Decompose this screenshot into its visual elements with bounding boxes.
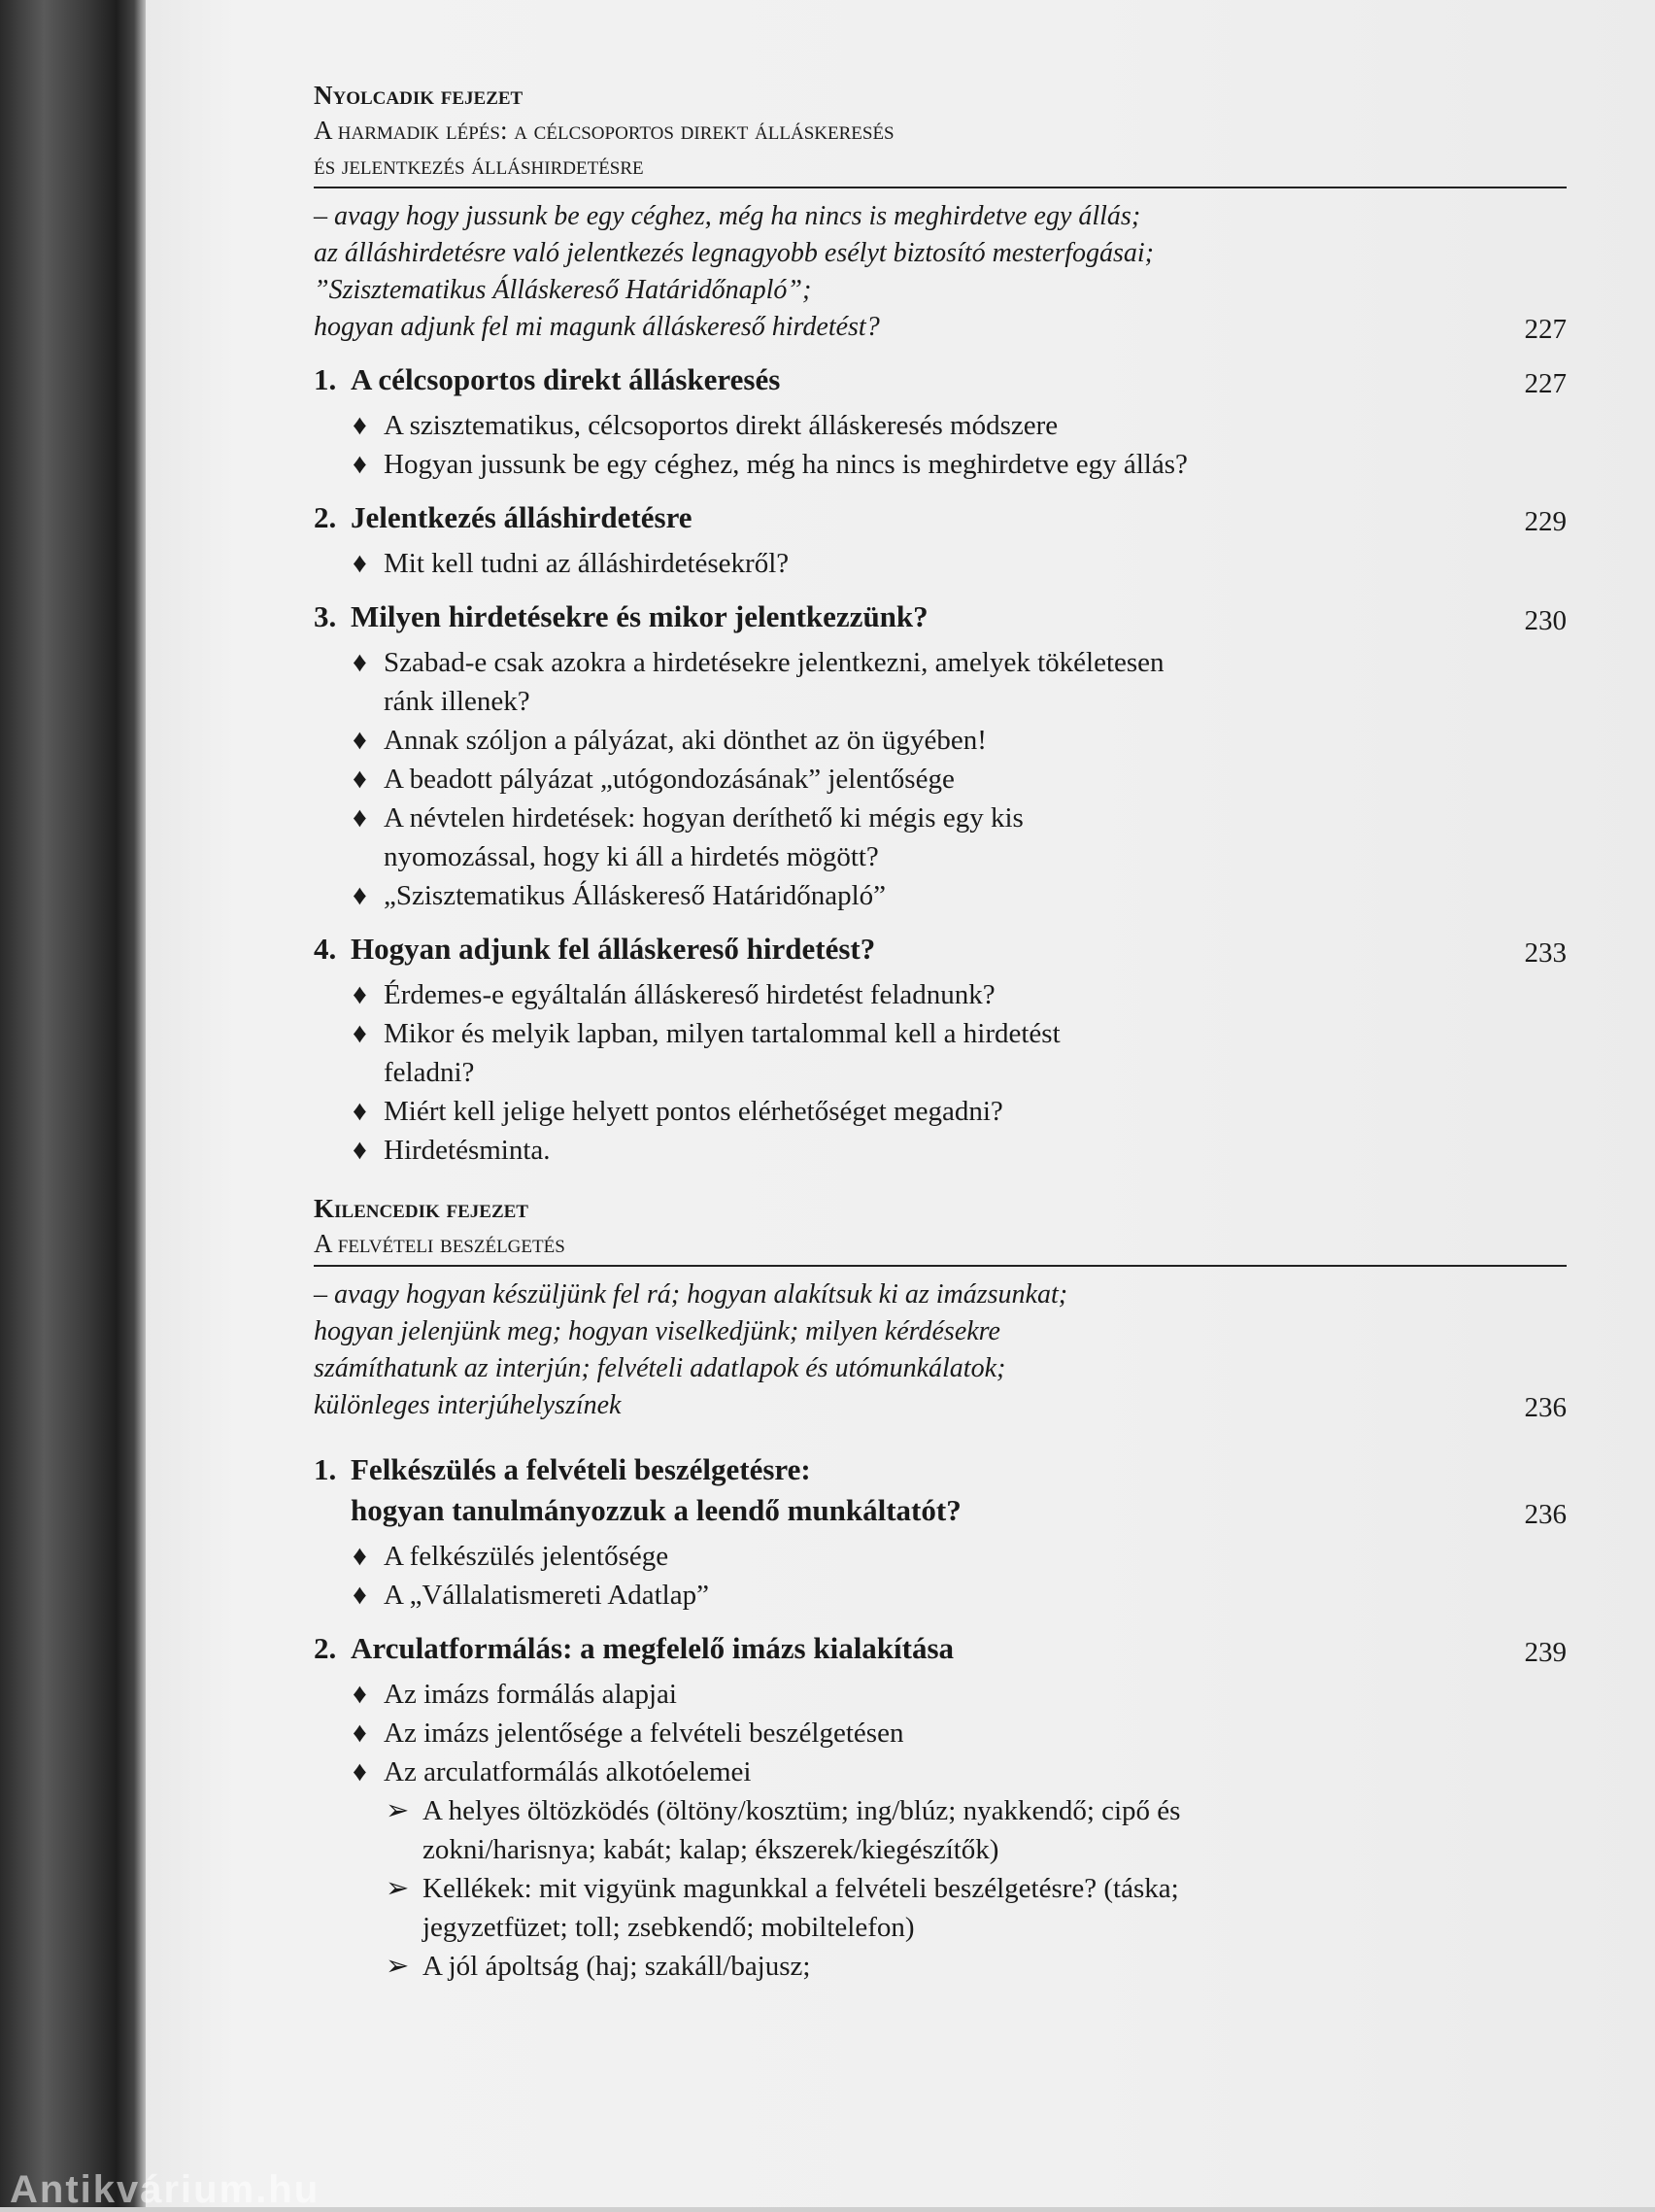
section-title: Arculatformálás: a megfelelő imázs kialakítása xyxy=(351,1631,955,1665)
bullet-list xyxy=(314,975,1567,1170)
chapter-nine xyxy=(314,1191,1567,1986)
sub-list-item: ➢ A jól ápoltság (haj; szakáll/bajusz; xyxy=(386,1947,1567,1986)
chapter-intro xyxy=(314,198,1567,346)
page-number: 236 xyxy=(1524,1392,1567,1423)
bullet-list xyxy=(314,1537,1567,1615)
chapter-intro xyxy=(314,1276,1567,1424)
page-number: 236 xyxy=(1524,1499,1567,1530)
section-number: 1. xyxy=(314,1452,337,1486)
sub-list-item: ➢ Kellékek: mit vigyünk magunkkal a felvételi beszélgetésre? (táska; jegyzetfüzet; toll; zsebkendő; mobiltelefon) xyxy=(386,1869,1258,1947)
section-title: Hogyan adjunk fel álláskereső hirdetést? xyxy=(351,932,876,966)
book-binding xyxy=(0,0,146,2207)
list-item: ♦ A beadott pályázat „utógondozásának” jelentősége xyxy=(353,760,1567,799)
bullet-list xyxy=(314,406,1567,484)
diamond-bullet-icon: ♦ xyxy=(353,1135,367,1166)
section-number: 1. xyxy=(314,362,337,396)
section-number: 4. xyxy=(314,932,337,966)
chapter-rule xyxy=(314,1265,1567,1267)
page-number: 229 xyxy=(1524,506,1567,537)
list-item: ♦ Mikor és melyik lapban, milyen tartalommal kell a hirdetést feladni? xyxy=(353,1014,1122,1092)
list-item: ♦ Az arculatformálás alkotóelemei ➢ A helyes öltözködés (öltöny/kosztüm; ing/blúz; nyakkendő; cipő és zokni/harisnya; kabát; kalap; ékszerek/kiegészítők) ➢ Kellékek: mit vigyünk magunkkal a felvételi beszélgetésre? (táska; jegyzetfüzet; toll; zsebkendő; mobiltelefon) ➢ A jól ápoltság (haj; szakáll/bajusz; xyxy=(353,1753,1567,1986)
chapter-title-line: A harmadik lépés: a célcsoportos direkt álláskeresés xyxy=(314,116,895,145)
diamond-bullet-icon: ♦ xyxy=(353,880,367,911)
diamond-bullet-icon: ♦ xyxy=(353,1756,367,1787)
diamond-bullet-icon: ♦ xyxy=(353,1096,367,1127)
diamond-bullet-icon: ♦ xyxy=(353,802,367,834)
diamond-bullet-icon: ♦ xyxy=(353,1718,367,1749)
chapter-title-line: és jelentkezés álláshirdetésre xyxy=(314,151,644,180)
list-item: ♦ Hogyan jussunk be egy céghez, még ha nincs is meghirdetve egy állás? xyxy=(353,445,1258,484)
sub-list-item: ➢ A helyes öltözködés (öltöny/kosztüm; ing/blúz; nyakkendő; cipő és zokni/harisnya; kabát; kalap; ékszerek/kiegészítők) xyxy=(386,1791,1258,1869)
bullet-list xyxy=(314,544,1567,583)
section-title: Milyen hirdetésekre és mikor jelentkezzünk? xyxy=(351,599,929,633)
chapter-heading: Nyolcadik fejezet xyxy=(314,81,524,110)
intro-line: ”Szisztematikus Álláskereső Határidőnapló”; xyxy=(314,275,812,305)
diamond-bullet-icon: ♦ xyxy=(353,1541,367,1572)
section-title: Felkészülés a felvételi beszélgetésre: xyxy=(351,1452,811,1486)
arrow-bullet-icon: ➢ xyxy=(386,1795,410,1826)
diamond-bullet-icon: ♦ xyxy=(353,1018,367,1049)
diamond-bullet-icon: ♦ xyxy=(353,979,367,1010)
diamond-bullet-icon: ♦ xyxy=(353,647,367,678)
section-number: 2. xyxy=(314,500,337,534)
list-item: ♦ „Szisztematikus Álláskereső Határidőnapló” xyxy=(353,876,1567,915)
chapter-rule xyxy=(314,187,1567,188)
section-heading xyxy=(314,497,1567,538)
intro-line: számíthatunk az interjún; felvételi adatlapok és utómunkálatok; xyxy=(314,1353,1006,1383)
section-title: A célcsoportos direkt álláskeresés xyxy=(351,362,781,396)
list-item: ♦ Mit kell tudni az álláshirdetésekről? xyxy=(353,544,1567,583)
section-title: hogyan tanulmányozzuk a leendő munkáltatót? xyxy=(351,1493,962,1527)
page-number: 227 xyxy=(1524,314,1567,345)
diamond-bullet-icon: ♦ xyxy=(353,1580,367,1611)
list-item: ♦ A felkészülés jelentősége xyxy=(353,1537,1567,1576)
page-number: 227 xyxy=(1524,368,1567,399)
list-item: ♦ A „Vállalatismereti Adatlap” xyxy=(353,1576,1567,1615)
list-item: ♦ Az imázs formálás alapjai xyxy=(353,1675,1567,1714)
list-item: ♦ Annak szóljon a pályázat, aki dönthet az ön ügyében! xyxy=(353,721,1567,760)
diamond-bullet-icon: ♦ xyxy=(353,449,367,480)
list-item: ♦ Hirdetésminta. xyxy=(353,1131,1567,1170)
list-item: ♦ A szisztematikus, célcsoportos direkt álláskeresés módszere xyxy=(353,406,1567,445)
list-item: ♦ Miért kell jelige helyett pontos elérhetőséget megadni? xyxy=(353,1092,1567,1131)
section-heading xyxy=(314,359,1567,400)
diamond-bullet-icon: ♦ xyxy=(353,764,367,795)
diamond-bullet-icon: ♦ xyxy=(353,725,367,756)
table-of-contents xyxy=(314,78,1567,1986)
page-number: 239 xyxy=(1524,1637,1567,1668)
arrow-bullet-icon: ➢ xyxy=(386,1873,410,1904)
diamond-bullet-icon: ♦ xyxy=(353,548,367,579)
list-item: ♦ Érdemes-e egyáltalán álláskereső hirdetést feladnunk? xyxy=(353,975,1567,1014)
section-number: 2. xyxy=(314,1631,337,1665)
list-item: ♦ Szabad-e csak azokra a hirdetésekre jelentkezni, amelyek tökéletesen ránk illenek? xyxy=(353,643,1180,721)
intro-line: hogyan jelenjünk meg; hogyan viselkedjünk; milyen kérdésekre xyxy=(314,1316,1000,1346)
bullet-list xyxy=(314,1675,1567,1986)
page-number: 230 xyxy=(1524,605,1567,636)
chapter-title-line: A felvételi beszélgetés xyxy=(314,1229,565,1258)
section-title: Jelentkezés álláshirdetésre xyxy=(351,500,692,534)
diamond-bullet-icon: ♦ xyxy=(353,1679,367,1710)
arrow-bullet-icon: ➢ xyxy=(386,1951,410,1982)
list-item: ♦ A névtelen hirdetések: hogyan deríthető ki mégis egy kis nyomozással, hogy ki áll a hirdetés mögött? xyxy=(353,799,1180,876)
intro-line: – avagy hogy jussunk be egy céghez, még ha nincs is meghirdetve egy állás; xyxy=(314,201,1141,231)
section-heading xyxy=(314,1449,1567,1531)
list-item: ♦ Az imázs jelentősége a felvételi beszélgetésen xyxy=(353,1714,1567,1753)
diamond-bullet-icon: ♦ xyxy=(353,410,367,441)
section-number: 3. xyxy=(314,599,337,633)
sub-bullet-list xyxy=(384,1791,1567,1986)
section-heading xyxy=(314,596,1567,637)
section-heading xyxy=(314,1628,1567,1669)
intro-line: az álláshirdetésre való jelentkezés legnagyobb esélyt biztosító mesterfogásai; xyxy=(314,238,1154,268)
bullet-list xyxy=(314,643,1567,915)
chapter-eight xyxy=(314,78,1567,1170)
intro-line: – avagy hogyan készüljünk fel rá; hogyan alakítsuk ki az imázsunkat; xyxy=(314,1279,1068,1310)
intro-line: hogyan adjunk fel mi magunk álláskereső hirdetést? xyxy=(314,312,880,342)
intro-line: különleges interjúhelyszínek xyxy=(314,1390,622,1420)
watermark: Antikvárium.hu xyxy=(10,2168,321,2211)
section-heading xyxy=(314,929,1567,970)
chapter-heading: Kilencedik fejezet xyxy=(314,1194,528,1223)
page-number: 233 xyxy=(1524,937,1567,969)
